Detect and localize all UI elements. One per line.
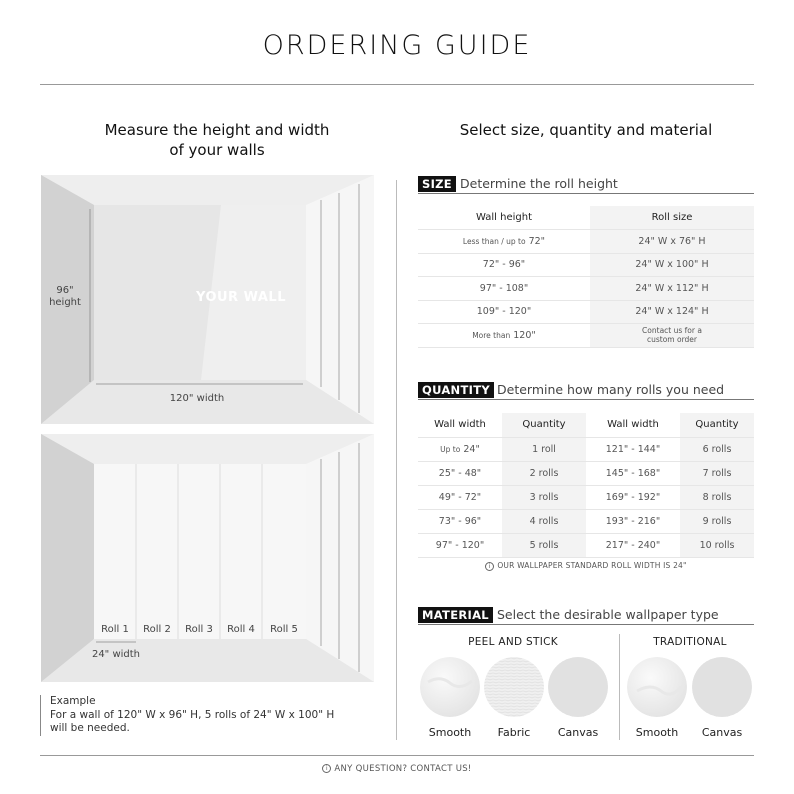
roll-size-cell: 24" W x 100" H	[590, 253, 754, 277]
wall-width-cell: 169" - 192"	[586, 485, 680, 509]
height-value: 96"	[56, 285, 74, 296]
example-line1: For a wall of 120" W x 96" H, 5 rolls of 24" W x 100" H	[50, 708, 335, 721]
select-heading: Select size, quantity and material	[459, 121, 713, 139]
measure-heading-line1: Measure the height and width	[104, 121, 330, 139]
roll-size-cell: 24" W x 76" H	[590, 230, 754, 254]
material-tag: MATERIAL	[418, 607, 493, 623]
material-section-header	[418, 607, 754, 625]
quantity-tag: QUANTITY	[418, 382, 494, 398]
wall-width-cell: 193" - 216"	[586, 509, 680, 533]
room-illustration-wall	[41, 175, 374, 424]
swatch-label-canvas-traditional: Canvas	[701, 726, 743, 739]
wall-width-cell: 217" - 240"	[586, 533, 680, 557]
info-icon: i	[485, 562, 494, 571]
wall-width-cell: 121" - 144"	[586, 437, 680, 461]
swatch-smooth-traditional[interactable]	[627, 657, 687, 717]
material-divider	[619, 634, 620, 740]
roll-width-label: 24" width	[91, 649, 141, 660]
roll-size-cell: 24" W x 112" H	[590, 277, 754, 301]
roll-label-3: Roll 3	[185, 624, 213, 635]
table-row	[418, 485, 754, 509]
size-section-header	[418, 176, 754, 194]
standard-roll-text: OUR WALLPAPER STANDARD ROLL WIDTH IS 24"	[497, 561, 687, 570]
table-header-row	[418, 413, 754, 437]
header-wall-width-2: Wall width	[586, 413, 680, 437]
wall-width-cell: Up to 24"	[418, 437, 502, 461]
your-wall-label: YOUR WALL	[196, 290, 286, 305]
quantity-desc: Determine how many rolls you need	[497, 382, 725, 397]
traditional-label: TRADITIONAL	[653, 636, 727, 648]
size-desc: Determine the roll height	[460, 176, 618, 191]
quantity-cell: 4 rolls	[502, 509, 586, 533]
measure-heading	[40, 120, 394, 160]
top-divider	[40, 84, 754, 85]
wall-width-cell: 97" - 120"	[418, 533, 502, 557]
header-wall-width-1: Wall width	[418, 413, 502, 437]
example-title: Example	[50, 695, 96, 707]
swatch-label-canvas: Canvas	[557, 726, 599, 739]
example-note	[40, 695, 380, 736]
quantity-cell: 9 rolls	[680, 509, 754, 533]
quantity-cell: 10 rolls	[680, 533, 754, 557]
header-wall-height: Wall height	[418, 206, 590, 230]
wall-width-cell: 145" - 168"	[586, 461, 680, 485]
page-title: ORDERING GUIDE	[262, 30, 532, 61]
bottom-divider	[40, 755, 754, 756]
wall-height-cell: 72" - 96"	[418, 253, 590, 277]
swatch-canvas-peel[interactable]	[548, 657, 608, 717]
quantity-cell: 5 rolls	[502, 533, 586, 557]
table-row	[418, 509, 754, 533]
contact-footer[interactable]	[0, 764, 794, 774]
material-desc: Select the desirable wallpaper type	[497, 607, 719, 622]
wall-height-cell: 109" - 120"	[418, 300, 590, 324]
quantity-cell: 2 rolls	[502, 461, 586, 485]
swatch-smooth-peel[interactable]	[420, 657, 480, 717]
example-line2: will be needed.	[50, 722, 130, 734]
table-row	[418, 437, 754, 461]
wall-width-cell: 25" - 48"	[418, 461, 502, 485]
header-roll-size: Roll size	[590, 206, 754, 230]
table-row	[418, 253, 754, 277]
peel-and-stick-label: PEEL AND STICK	[468, 636, 558, 648]
standard-roll-note	[418, 561, 754, 571]
height-label: height	[49, 297, 81, 308]
room-illustration-rolls	[41, 434, 374, 682]
roll-label-4: Roll 4	[227, 624, 255, 635]
swatch-label-smooth-traditional: Smooth	[635, 726, 679, 739]
roll-label-1: Roll 1	[101, 624, 129, 635]
measure-heading-line2: of your walls	[169, 141, 265, 159]
quantity-cell: 7 rolls	[680, 461, 754, 485]
column-divider	[396, 180, 397, 740]
wall-height-cell: 97" - 108"	[418, 277, 590, 301]
roll-size-cell: Contact us for a custom order	[590, 324, 754, 348]
swatch-label-fabric: Fabric	[497, 726, 531, 739]
wall-height-cell: More than 120"	[418, 324, 590, 348]
size-tag: SIZE	[418, 176, 456, 192]
header-quantity-2: Quantity	[680, 413, 754, 437]
swatch-fabric[interactable]	[484, 657, 544, 717]
table-row	[418, 461, 754, 485]
wall-width-cell: 49" - 72"	[418, 485, 502, 509]
table-row	[418, 300, 754, 324]
swatch-canvas-traditional[interactable]	[692, 657, 752, 717]
size-table	[418, 206, 754, 348]
roll-label-2: Roll 2	[143, 624, 171, 635]
table-row	[418, 533, 754, 557]
quantity-cell: 1 roll	[502, 437, 586, 461]
quantity-section-header	[418, 382, 754, 400]
contact-text[interactable]: ANY QUESTION? CONTACT US!	[334, 764, 472, 774]
room-rolls-svg	[41, 434, 374, 682]
quantity-cell: 8 rolls	[680, 485, 754, 509]
roll-size-cell: 24" W x 124" H	[590, 300, 754, 324]
header-quantity-1: Quantity	[502, 413, 586, 437]
quantity-cell: 6 rolls	[680, 437, 754, 461]
table-header-row	[418, 206, 754, 230]
quantity-cell: 3 rolls	[502, 485, 586, 509]
wall-width-cell: 73" - 96"	[418, 509, 502, 533]
info-icon: i	[322, 764, 331, 773]
swatch-label-smooth: Smooth	[428, 726, 472, 739]
table-row	[418, 324, 754, 348]
roll-label-5: Roll 5	[270, 624, 298, 635]
table-row	[418, 277, 754, 301]
width-label: 120" width	[169, 393, 225, 404]
table-row	[418, 230, 754, 254]
quantity-table	[418, 413, 754, 558]
wall-height-cell: Less than / up to 72"	[418, 230, 590, 254]
